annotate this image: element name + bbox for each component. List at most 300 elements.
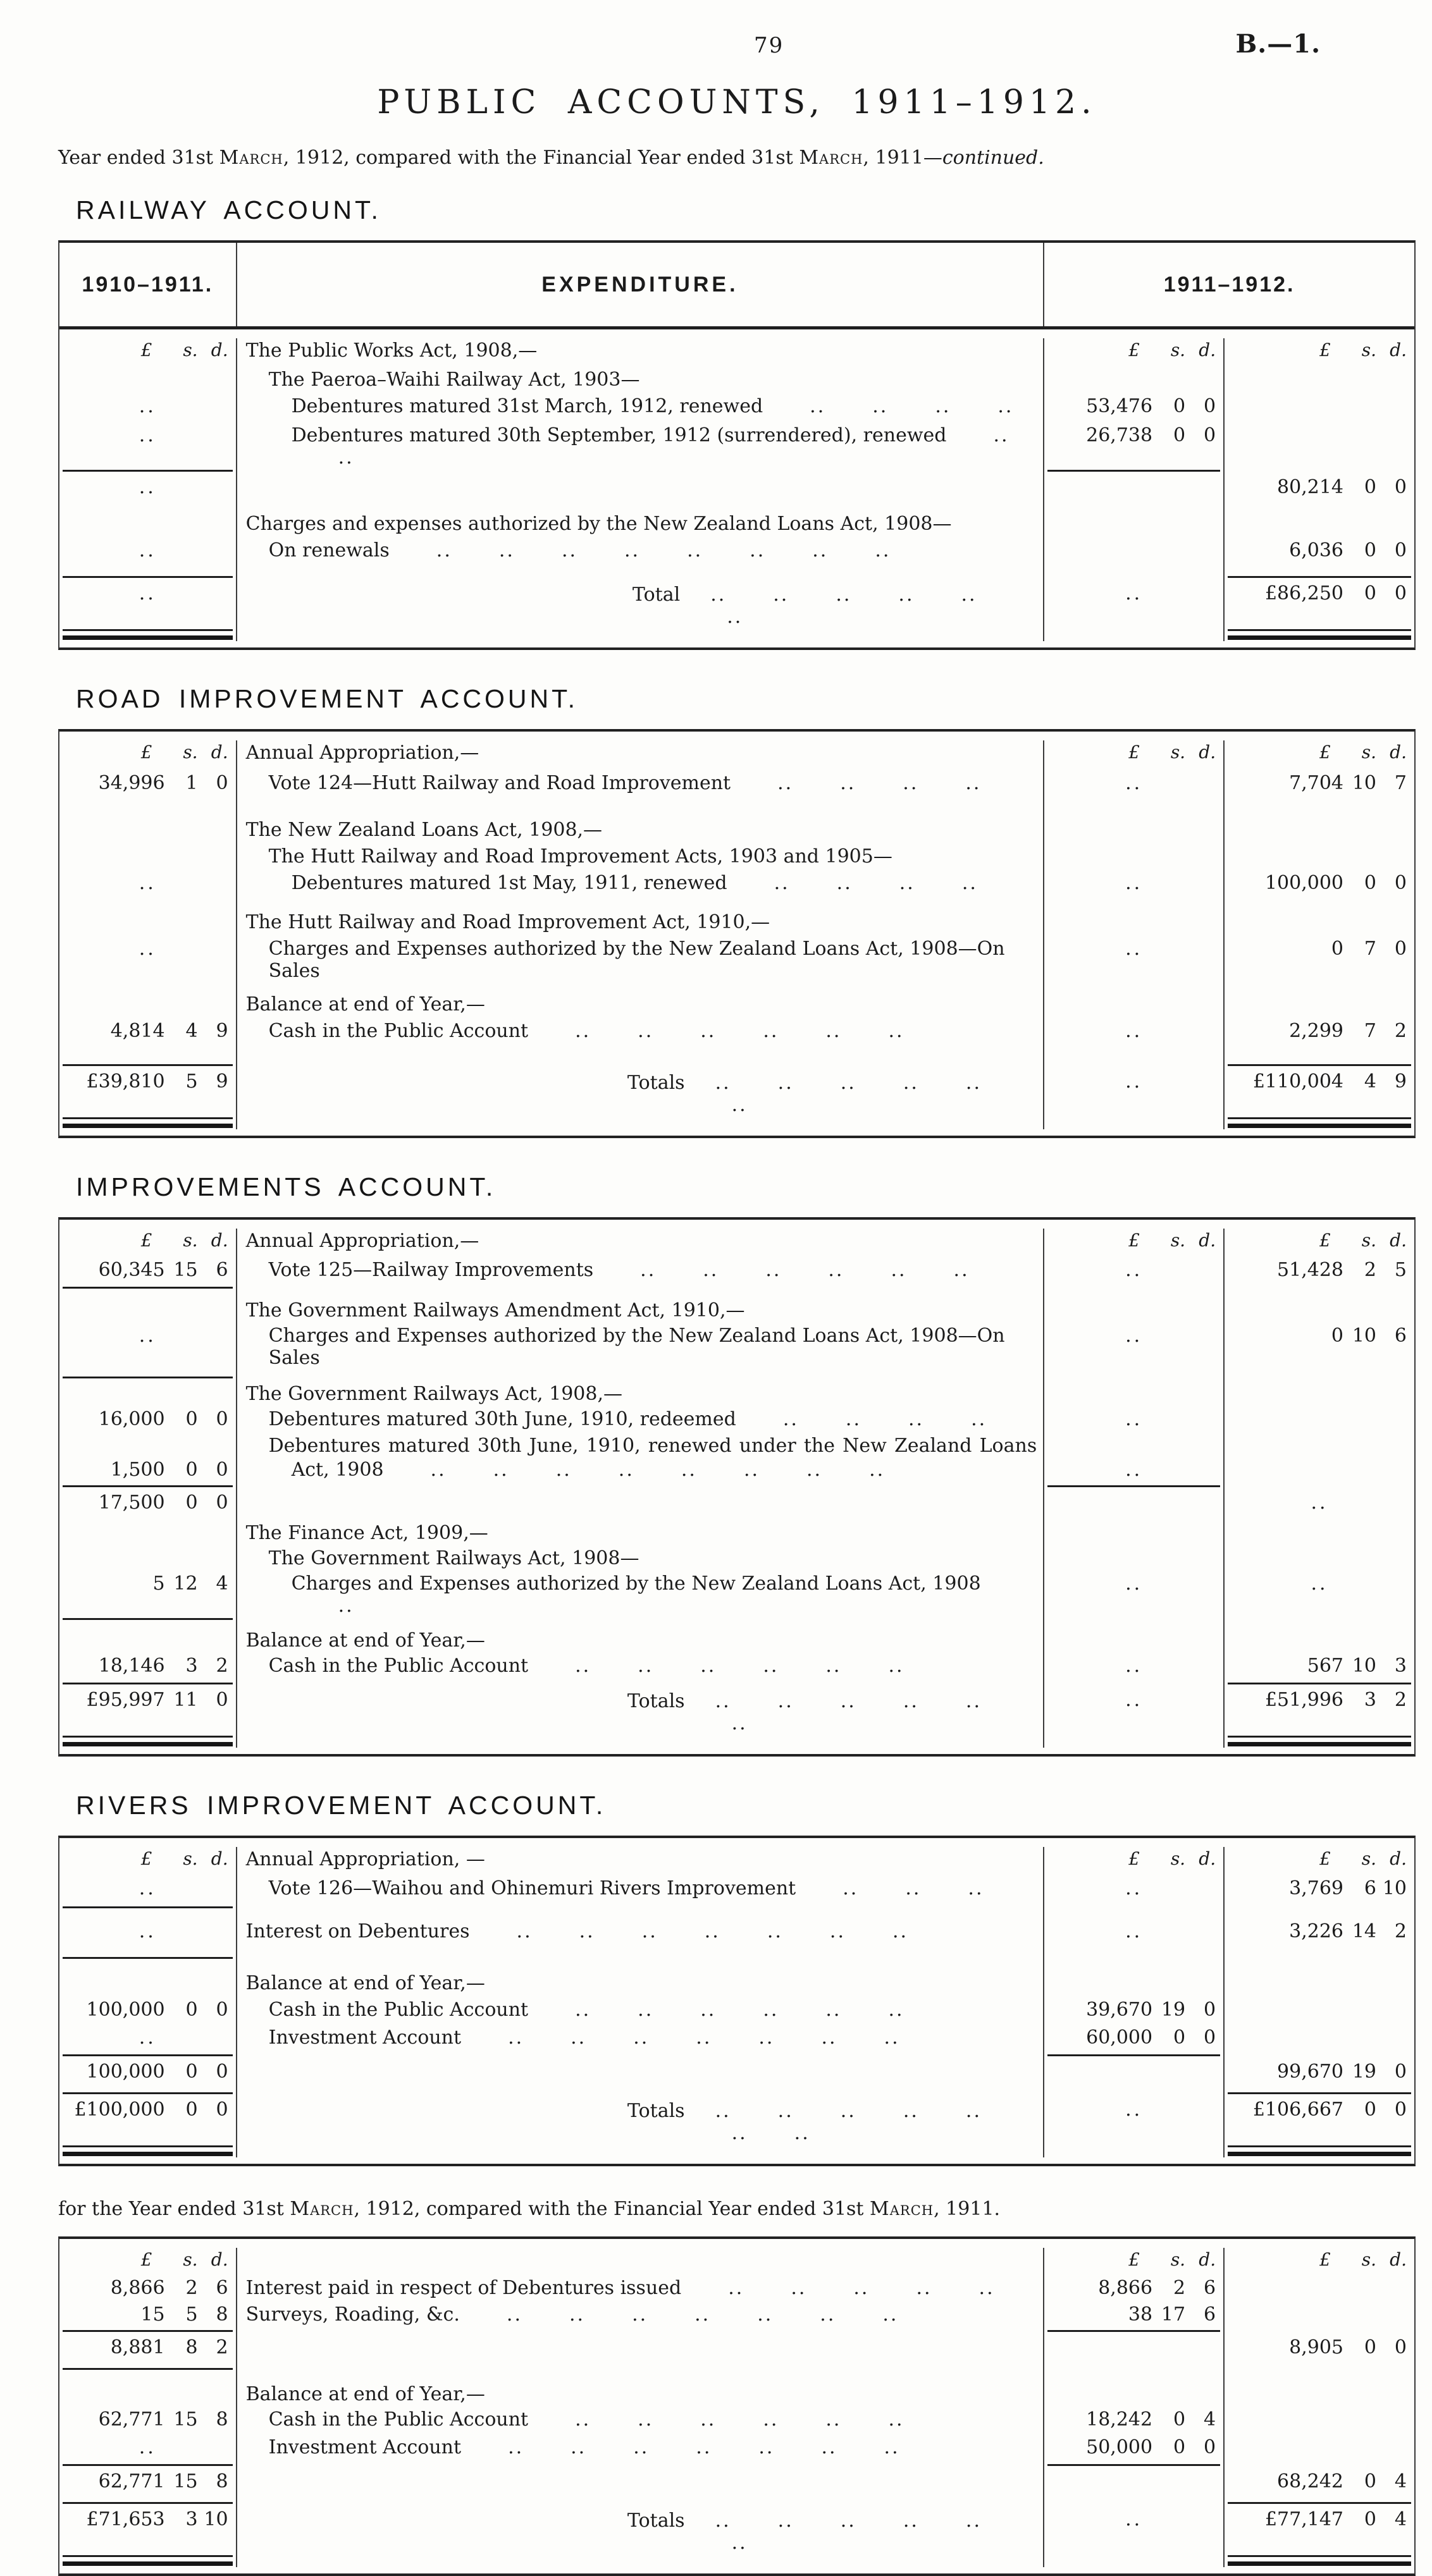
pounds-value: 51,428 [1277,1259,1343,1281]
col-header-1911: 1911–1912. [1163,272,1295,297]
amount-1910-cell [59,1617,237,1623]
report-code: B.—1. [1235,29,1321,59]
description-cell-text: Annual Appropriation,— [245,1230,479,1252]
leaders-area [685,2510,1039,2554]
amount-1910-cell [59,2501,237,2507]
pounds-value: £110,004 [1252,1070,1343,1093]
leader-dots: .. [758,2436,775,2458]
table-row [59,1382,1414,1407]
description-cell-text: Debentures matured 30th September, 1912 (surrendered), renewed .... [291,424,1009,469]
centered-row [246,582,1039,628]
money-total-cell [1225,871,1414,900]
leader-dots: .. [840,1690,856,1712]
money-subcolumn-cell [1044,506,1225,512]
money-total-cell [1225,1484,1414,1490]
money-subcolumn-cell [1044,1382,1225,1407]
money-subcolumn-cell [1044,1063,1225,1069]
pence-value: 0 [1394,539,1407,561]
money-value [1225,1653,1414,1677]
pound-sign: £ [140,2249,152,2270]
leader-dots: .. [782,1408,799,1430]
pence-label: d. [1199,340,1216,360]
money-total-cell [1225,2097,1414,2144]
spacer [246,2100,627,2144]
amount-1910-cell [59,936,237,982]
ditto-dots: .. [1125,2099,1143,2121]
single-rule [63,2092,233,2094]
money-total-cell [1225,1911,1414,1919]
description-cell [237,1653,1045,1681]
table-row [59,2097,1414,2144]
ditto-dots: .. [139,872,156,894]
money-total-cell [1225,1433,1414,1457]
leader-dots: .. [903,772,919,794]
leader-dots: .. [965,2510,982,2532]
ditto-dots: .. [139,938,156,960]
ditto-dots: .. [139,2027,156,2049]
leader-dots: .. [638,2408,654,2431]
leader-dots: .. [916,2277,932,2299]
table-row [59,936,1414,982]
money-value [1225,475,1414,498]
page-title: PUBLIC ACCOUNTS, 1911–1912. [377,83,1097,121]
rule-row [59,1617,1414,1623]
shillings-value: 0 [185,2061,198,2083]
amount-1910-cell [59,1628,237,1653]
pence-value: 0 [216,772,228,794]
money-value [59,2302,236,2326]
leader-dots: .. [575,1020,591,1042]
money-total-cell [1225,1382,1414,1407]
leader-dots: .. [840,2100,856,2122]
pence-value: 9 [216,1020,228,1042]
table-body [59,732,1414,1136]
money-value [59,2507,236,2530]
table-row [59,1457,1414,1484]
table-row [59,1019,1414,1048]
money-value [1044,2435,1223,2458]
money-subcolumn-cell [1044,538,1225,568]
money-value [59,1258,236,1281]
description-cell-text [237,2097,1044,2144]
money-subcolumn-cell [1044,2248,1225,2276]
continuation-note: for the Year ended 31st March, 1912, compared with the Financial Year ended 31st March, 1911. [58,2198,1001,2220]
leader-dots: .. [882,2303,899,2326]
leader-dots: .. [777,1690,794,1712]
table-row [59,1971,1414,1997]
money-total-cell [1225,1546,1414,1571]
leader-dots: .. [961,872,978,894]
spacer-row [59,2373,1414,2382]
pounds-value: 3,226 [1289,1920,1343,1942]
description-cell [237,628,1045,641]
description-cell-text: Annual Appropriation, — [245,1848,485,1870]
table-row [59,538,1414,568]
money-subcolumn-cell [1044,2025,1225,2053]
leader-dots: .. [571,2436,587,2458]
ditto-dots: .. [1125,1020,1143,1042]
amount-1910-cell [59,801,237,818]
table-row [59,2059,1414,2091]
amount-1910-cell [59,982,237,992]
leader-dots: .. [821,2436,837,2458]
pence-label: d. [1390,2249,1407,2270]
table-row [59,1258,1414,1285]
description-cell [237,1229,1045,1258]
money-total-cell [1225,1948,1414,1956]
money-subcolumn-cell [1044,2373,1225,2382]
shillings-value: 5 [185,1070,198,1093]
small-caps-text: March [290,2198,354,2220]
description-cell [237,1962,1045,1971]
money-subcolumn-cell [1044,818,1225,844]
amount-1910-cell [59,2435,237,2463]
money-subcolumn-cell [1044,1948,1225,1956]
spacer-row [59,1292,1414,1298]
pounds-value: 7,704 [1289,772,1343,794]
leader-dots: .. [993,424,1009,446]
amount-1910-cell [59,2248,237,2276]
shillings-label: s. [1361,1230,1376,1251]
pounds-value: 100,000 [1264,872,1343,894]
lsd-header [59,2248,236,2270]
amount-1910-cell [59,1048,237,1063]
lsd-header [59,1847,236,1869]
money-total-cell [1225,475,1414,506]
description-cell [237,506,1045,512]
description-cell-text: The Hutt Railway and Road Improvement Act, 1910,— [245,911,770,933]
money-total-cell [1225,1681,1414,1688]
description-cell [237,2382,1045,2407]
description-cell [237,1258,1045,1285]
amount-1910-cell [59,2469,237,2501]
shillings-label: s. [1361,742,1376,763]
ditto-dots: .. [139,1920,156,1942]
leader-dots: .. [728,2277,744,2299]
spacer-row [59,801,1414,818]
description-cell [237,2097,1045,2144]
pence-value: 2 [216,1655,228,1677]
leader-dots: .. [555,1459,572,1481]
pounds-value: 62,771 [98,2470,165,2493]
ditto-dots: .. [139,476,156,498]
money-total-cell [1225,2435,1414,2463]
table-row [59,1571,1414,1617]
table-row [59,2335,1414,2367]
pence-value: 8 [216,2408,228,2431]
amount-1910-cell [59,740,237,771]
amount-1910-cell [59,1847,237,1876]
shillings-value: 0 [1364,2099,1376,2121]
rule-row [59,2463,1414,2469]
amount-1910-cell [59,2382,237,2407]
money-subcolumn-cell [1044,2059,1225,2091]
money-total-cell [1225,1292,1414,1298]
money-total-cell [1225,801,1414,818]
pence-value: 0 [1394,938,1407,960]
single-rule [63,1618,233,1620]
description-cell-text: Charges and Expenses authorized by the New Zealand Loans Act, 1908—On Sales [268,1325,1005,1369]
single-rule [1047,2464,1220,2466]
spacer-row [59,900,1414,910]
rule-row [59,1956,1414,1962]
leader-dots: .. [812,539,829,561]
money-total-cell [1225,538,1414,568]
money-value [1044,394,1223,417]
money-total-cell [1225,2554,1414,2567]
money-value [1044,1997,1223,2021]
description-cell-text [237,581,1044,628]
amount-1910-cell [59,1063,237,1069]
money-subcolumn-cell [1044,801,1225,818]
pound-sign: £ [1128,1230,1140,1251]
leader-dots: .. [430,1459,447,1481]
table-row [59,475,1414,506]
money-subcolumn-cell [1044,1688,1225,1734]
leader-dots: .. [638,1999,654,2021]
ditto-dots: .. [139,2436,156,2458]
money-total-cell [1225,2382,1414,2407]
lsd-header [59,740,236,763]
shillings-value: 11 [173,1689,198,1711]
description-cell [237,1116,1045,1129]
money-subcolumn-cell [1044,1962,1225,1971]
money-total-cell [1225,1457,1414,1484]
account-section [58,684,1416,1138]
pence-label: d. [1390,1848,1407,1869]
leader-dots: .. [777,1072,794,1094]
money-subcolumn-cell [1044,1847,1225,1876]
money-subcolumn-cell [1044,2335,1225,2367]
leader-dots: .. [498,539,515,561]
total-label: Totals [627,1690,685,1712]
pounds-value: 18,146 [98,1655,165,1677]
amount-1910-cell [59,1292,237,1298]
spacer-row [59,568,1414,575]
money-subcolumn-cell [1044,1258,1225,1285]
description-cell-text [237,475,1044,476]
money-subcolumn-cell [1044,1069,1225,1116]
description-cell-text: Charges and Expenses authorized by the New Zealand Loans Act, 1908.. [291,1573,981,1617]
description-cell [237,1956,1045,1962]
description-cell-text: Vote 126—Waihou and Ohinemuri Rivers Improvement .. .. .. [268,1877,984,1899]
leader-dots: .. [971,1408,987,1430]
pounds-value: £106,667 [1252,2099,1343,2121]
amount-1910-cell [59,1069,237,1116]
pounds-value: 62,771 [98,2408,165,2431]
table-row [59,581,1414,628]
leader-dots: .. [700,1655,717,1677]
description-cell [237,2329,1045,2335]
money-total-cell [1225,2025,1414,2053]
description-cell-text: Cash in the Public Account .. .. .. .. .. .. [268,2408,904,2431]
money-subcolumn-cell [1044,1546,1225,1571]
page-header [58,29,1416,58]
leader-dots: .. [638,1655,654,1677]
money-value [59,1019,236,1042]
amount-1910-cell [59,367,237,394]
money-subcolumn-cell [1044,1628,1225,1653]
pence-value: 3 [1394,1655,1407,1677]
table-row [59,1490,1414,1521]
account-table [58,240,1416,650]
spacer [246,2510,627,2554]
table-header-row [59,243,1414,329]
money-subcolumn-cell [1044,1971,1225,1997]
description-cell [237,1971,1045,1997]
shillings-label: s. [1170,1230,1186,1251]
table-row [59,2469,1414,2501]
leader-dots: .. [743,1459,760,1481]
leader-dots: .. [821,2027,837,2049]
shillings-value: 0 [1364,872,1376,894]
pounds-value: £86,250 [1264,582,1343,604]
total-label: Totals [627,1072,685,1094]
amount-1910-cell [59,2091,237,2097]
description-cell [237,2302,1045,2329]
pence-label: d. [1199,1848,1216,1869]
spacer-row [59,1962,1414,1971]
amount-1910-cell [59,1919,237,1948]
description-cell-text: Charges and expenses authorized by the New Zealand Loans Act, 1908— [245,513,952,535]
money-subcolumn-cell [1044,1375,1225,1382]
table-row [59,1688,1414,1734]
pound-sign: £ [1319,1848,1331,1869]
money-value [59,1490,236,1514]
money-value [1044,2302,1223,2326]
pounds-value: 5 [152,1573,165,1595]
lsd-header [1044,740,1223,763]
table-row [59,771,1414,801]
description-cell-text: Annual Appropriation,— [245,742,479,764]
shillings-value: 0 [185,1999,198,2021]
pence-value: 8 [216,2303,228,2326]
money-value [1225,2097,1414,2121]
amount-1910-cell [59,1258,237,1285]
money-subcolumn-cell [1044,2407,1225,2435]
money-total-cell [1225,1919,1414,1948]
table-row [59,2025,1414,2053]
description-cell-text [237,2335,1044,2336]
shillings-value: 3 [1364,1689,1376,1711]
pence-label: d. [211,742,228,763]
shillings-value: 3 [185,1655,198,1677]
money-subcolumn-cell [1044,844,1225,871]
double-rule [1228,1736,1411,1746]
pence-value: 0 [216,2099,228,2121]
pence-value: 0 [216,1408,228,1430]
shillings-value: 7 [1364,938,1376,960]
shillings-value: 17 [1161,2303,1186,2326]
double-rule [63,629,233,640]
single-rule [1047,470,1220,472]
amount-1910-cell [59,1484,237,1490]
description-cell [237,1628,1045,1653]
description-cell [237,1407,1045,1433]
col-header-1910: 1910–1911. [59,243,237,326]
leader-dots: .. [840,2510,856,2532]
leader-dots: .. [892,1920,909,1942]
money-subcolumn-cell [1044,1323,1225,1369]
money-subcolumn-cell [1044,1521,1225,1546]
description-cell-text: The Government Railways Act, 1908,— [245,1383,622,1405]
description-cell-text: The Finance Act, 1909,— [245,1522,488,1544]
leader-dots: .. [908,1408,925,1430]
spacer [246,584,633,628]
description-cell [237,1069,1045,1116]
leader-dots: .. [710,584,727,606]
shillings-value: 0 [1173,2436,1186,2458]
single-rule [1228,2092,1411,2094]
description-cell [237,1521,1045,1546]
pound-sign: £ [140,742,152,763]
description-cell [237,1681,1045,1688]
description-cell [237,2276,1045,2302]
leader-dots: .. [903,1072,919,1094]
table-row [59,740,1414,771]
pounds-value: 100,000 [86,2061,165,2083]
pence-value: 0 [1394,2061,1407,2083]
description-cell [237,581,1045,628]
double-rule [63,1736,233,1746]
money-value [59,1653,236,1677]
leader-dots: .. [791,2277,807,2299]
shillings-value: 0 [185,1492,198,1514]
description-cell-text: Balance at end of Year,— [245,993,485,1015]
table-body [59,1220,1414,1754]
money-subcolumn-cell [1044,1285,1225,1292]
amount-1910-cell [59,423,237,469]
description-cell [237,1382,1045,1407]
money-subcolumn-cell [1044,1623,1225,1628]
rule-row [59,2091,1414,2097]
description-cell [237,1457,1045,1484]
ditto-dots: .. [1311,1492,1328,1514]
pence-value: 2 [1394,1689,1407,1711]
pounds-value: 15 [140,2303,165,2326]
amount-1910-cell [59,475,237,506]
description-cell-text: On renewals .. .. .. .. .. .. .. .. [268,539,891,561]
description-cell [237,423,1045,469]
money-total-cell [1225,1375,1414,1382]
leader-dots: .. [828,1259,844,1281]
total-label: Totals [627,2510,685,2532]
account-section [58,1172,1416,1757]
pence-value: 0 [1204,2436,1216,2458]
amount-1910-cell [59,1369,237,1375]
pounds-value: £51,996 [1264,1689,1343,1711]
description-cell [237,1292,1045,1298]
leader-dots: .. [493,1459,509,1481]
description-cell-text [237,1688,1044,1734]
money-value [59,2469,236,2493]
leader-dots: .. [891,1259,907,1281]
amount-1910-cell [59,910,237,936]
money-subcolumn-cell [1044,992,1225,1019]
leader-dots: .. [696,2436,712,2458]
shillings-value: 0 [185,2099,198,2121]
shillings-value: 2 [185,2277,198,2299]
leader-dots: .. [632,2303,648,2326]
ditto-dots: .. [139,395,156,417]
amount-1910-cell [59,1688,237,1734]
description-cell [237,992,1045,1019]
description-cell [237,575,1045,581]
description-cell [237,1948,1045,1956]
spacer-row [59,1623,1414,1628]
shillings-value: 14 [1352,1920,1376,1942]
money-subcolumn-cell [1044,2276,1225,2302]
